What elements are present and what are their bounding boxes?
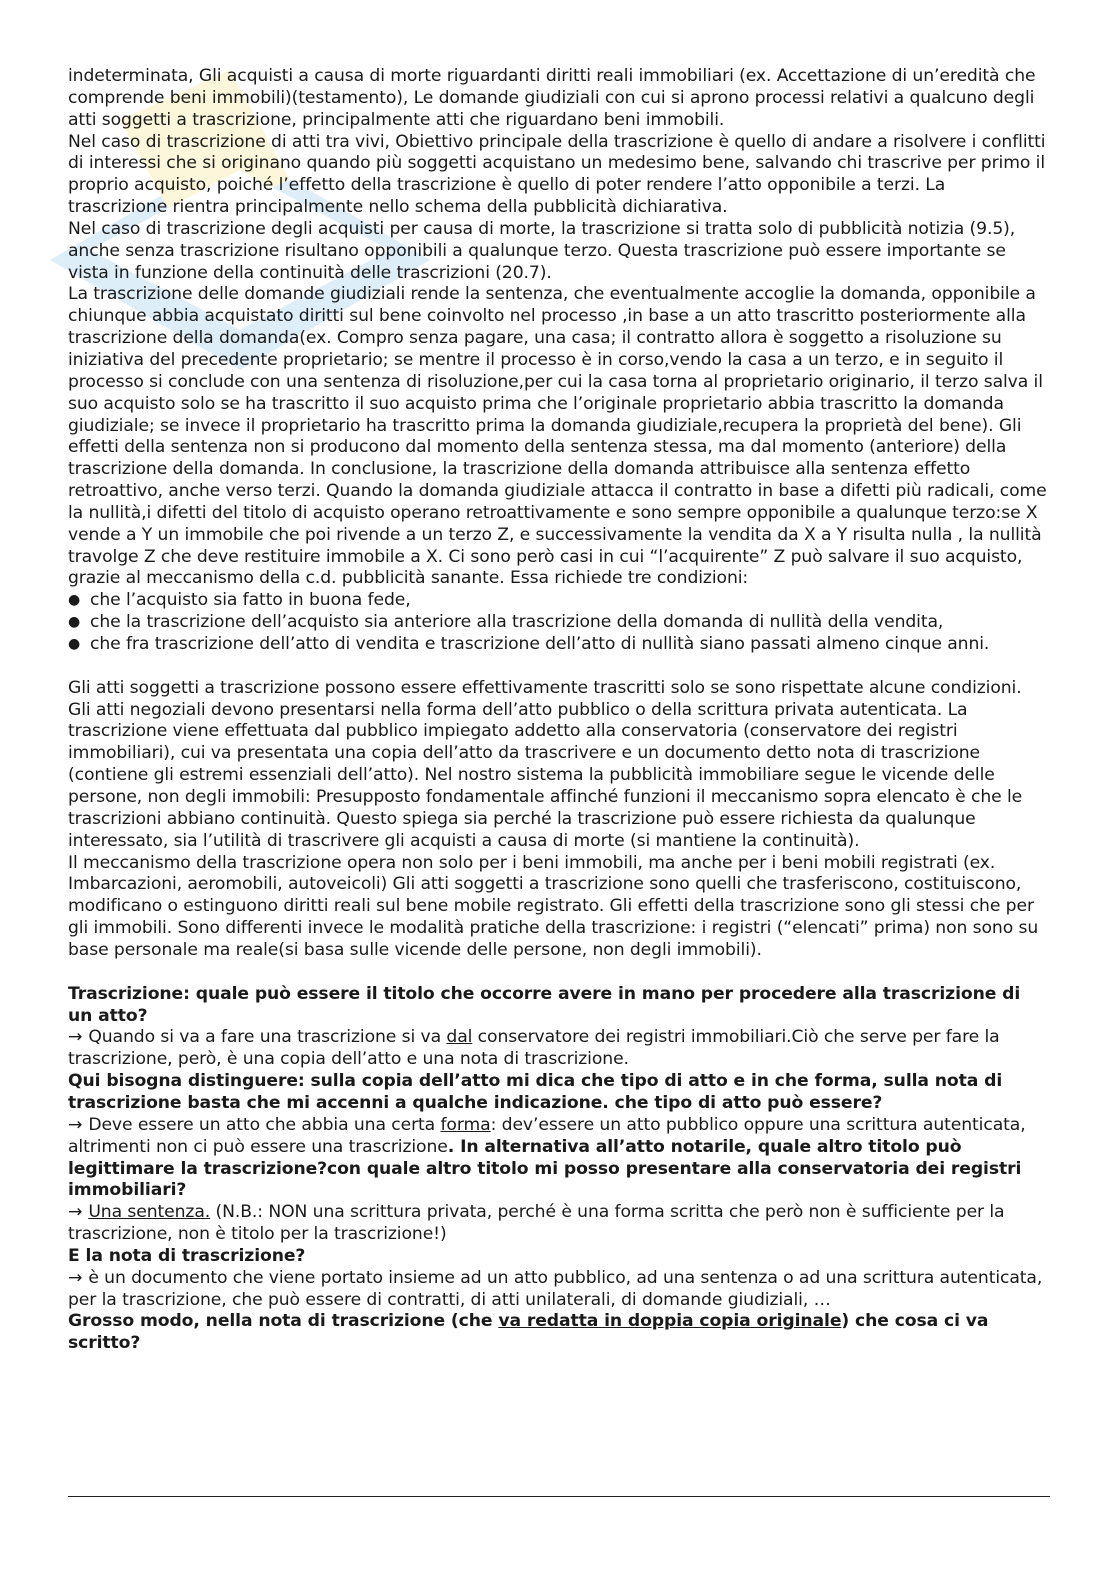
answer-text: Deve essere un atto che abbia una certa: [88, 1114, 441, 1135]
bottom-rule: [68, 1496, 1050, 1497]
question-heading: . In alternativa all’atto notarile, quale altro titolo può legittimare la trascrizione?con quale altro titolo mi posso presentare alla conservatoria dei registri immobiliari?: [68, 1136, 1022, 1201]
list-item: [68, 634, 1048, 656]
question-heading: Qui bisogna distinguere: sulla copia dell’atto mi dica che tipo di atto e in che forma, sulla nota di trascrizione basta che mi accenni a qualche indicazione. che tipo di atto può essere?: [68, 1071, 1003, 1113]
question-heading: E la nota di trascrizione?: [68, 1245, 306, 1266]
list-item: [68, 590, 1048, 612]
answer: [68, 1115, 1048, 1202]
question-heading: [68, 1311, 1048, 1355]
document-body: [68, 66, 1048, 1355]
answer: [68, 1268, 1048, 1312]
answer-text: conservatore dei registri immobiliari.Ciò che serve per fare la trascrizione, però, è una copia dell’atto e una nota di trascrizione.: [68, 1027, 1000, 1070]
underlined-text: va redatta in doppia copia originale: [498, 1311, 842, 1332]
paragraph: Nel caso di trascrizione degli acquisti per causa di morte, la trascrizione si tratta solo di pubblicità notizia (9.5), anche senza trascrizione risultano opponibili a qualunque terzo. Questa trascrizione può essere importante se vista in funzione della continuità delle trascrizioni (20.7).: [68, 218, 1016, 283]
underlined-text: Una sentenza.: [88, 1202, 211, 1223]
paragraph: Gli atti soggetti a trascrizione possono essere effettivamente trascritti solo se sono rispettate alcune condizioni. Gli atti negoziali devono presentarsi nella forma dell’atto pubblico o della scrittura privata autenticata. La trascrizione viene effettuata dal pubblico impiegato addetto alla conservatoria (conservatore dei registri immobiliari), cui va presentata una copia dell’atto da trascrivere e un documento detto nota di trascrizione (contiene gli estremi essenziali dell’atto). Nel nostro sistema la pubblicità immobiliare segue le vicende delle persone, non degli immobili: Presupposto fondamentale affinché funzioni il meccanismo sopra elencato è che le trascrizioni abbiano continuità. Questo spiega sia perché la trascrizione può essere richiesta da qualunque interessato, sia l’utilità di trascrivere gli acquisti a causa di morte (si mantiene la continuità).: [68, 677, 1023, 851]
question-heading: Trascrizione: quale può essere il titolo che occorre avere in mano per procedere alla trascrizione di un atto?: [68, 983, 1021, 1026]
answer-text: è un documento che viene portato insieme ad un atto pubblico, ad una sentenza o ad una scrittura autenticata, per la trascrizione, che può essere di contratti, di atti unilaterali, di domande giudiziali, …: [68, 1267, 1043, 1310]
answer-text: : dev’essere un atto pubblico oppure una scrittura autenticata, altrimenti non ci può essere una trascrizione: [68, 1114, 1026, 1157]
paragraph: Nel caso di trascrizione di atti tra vivi, Obiettivo principale della trascrizione è quello di andare a risolvere i conflitti di interessi che si originano quando più soggetti acquistano un medesimo bene, salvando chi trascrive per primo il proprio acquisto, poiché l’effetto della trascrizione è quello di poter rendere l’atto opponibile a terzi. La trascrizione rientra principalmente nello schema della pubblicità dichiarativa.: [68, 131, 1046, 218]
arrow-icon: →: [68, 1267, 83, 1288]
paragraph: indeterminata, Gli acquisti a causa di morte riguardanti diritti reali immobiliari (ex. Accettazione di un’eredità che comprende beni immobili)(testamento), Le domande giudiziali con cui si aprono processi relativi a qualcuno degli atti soggetti a trascrizione, principalmente atti che riguardano beni immobili.: [68, 66, 1036, 130]
paragraph: La trascrizione delle domande giudiziali rende la sentenza, che eventualmente accoglie la domanda, opponibile a chiunque abbia acquistato diritti sul bene coinvolto nel processo ,in base a un atto trascritto posteriormente alla trascrizione della domanda(ex. Compro senza pagare, una casa; il contratto allora è soggetto a risoluzione su iniziativa del precedente proprietario; se mentre il processo è in corso,vendo la casa a un terzo, e in seguito il processo si conclude con una sentenza di risoluzione,per cui la casa torna al proprietario originario, il terzo salva il suo acquisto solo se ha trascritto il suo acquisto prima che l’originale proprietario abbia trascritto la domanda giudiziale; se invece il proprietario ha trascritto prima la domanda giudiziale,recupera la proprietà del bene). Gli effetti della sentenza non si producono dal momento della sentenza stessa, ma dal momento (anteriore) della trascrizione della domanda. In conclusione, la trascrizione della domanda attribuisce alla sentenza effetto retroattivo, anche verso terzi. Quando la domanda giudiziale attacca il contratto in base a difetti più radicali, come la nullità,i difetti del titolo di acquisto operano retroattivamente e sono sempre opponibile a qualunque terzo:se X vende a Y un immobile che poi rivende a un terzo Z, e successivamente la vendita da X a Y risulta nulla , la nullità travolge Z che deve restituire immobile a X. Ci sono però casi in cui “l’acquirente” Z può salvare il suo acquisto, grazie al meccanismo della c.d. pubblicità sanante. Essa richiede tre condizioni:: [68, 284, 1047, 589]
arrow-icon: →: [68, 1202, 83, 1223]
underlined-text: forma: [440, 1114, 491, 1135]
question-text: ) che cosa ci va scritto?: [68, 1311, 989, 1354]
underlined-text: dal: [446, 1027, 473, 1048]
list-item-text: che la trascrizione dell’acquisto sia anteriore alla trascrizione della domanda di nullità della vendita,: [90, 612, 944, 633]
bullet-icon: ●: [68, 635, 81, 652]
arrow-icon: →: [68, 1114, 83, 1135]
answer: [68, 1202, 1048, 1246]
answer-text: Quando si va a fare una trascrizione si va: [88, 1027, 447, 1048]
bullet-icon: ●: [68, 592, 81, 609]
question-text: Grosso modo, nella nota di trascrizione (che: [68, 1311, 499, 1332]
list-item: [68, 612, 1048, 634]
paragraph: Il meccanismo della trascrizione opera non solo per i beni immobili, ma anche per i beni mobili registrati (ex. Imbarcazioni, aeromobili, autoveicoli) Gli atti soggetti a trascrizione sono quelli che trasferiscono, costituiscono, modificano o estinguono diritti reali sul bene mobile registrato. Gli effetti della trascrizione sono gli stessi che per gli immobili. Sono differenti invece le modalità pratiche della trascrizione: i registri (“elencati” prima) non sono su base personale ma reale(si basa sulle vicende delle persone, non degli immobili).: [68, 852, 1039, 960]
list-item-text: che fra trascrizione dell’atto di vendita e trascrizione dell’atto di nullità siano passati almeno cinque anni.: [90, 633, 990, 654]
bullet-icon: ●: [68, 614, 81, 631]
answer: [68, 1027, 1048, 1071]
answer-text: (N.B.: NON una scrittura privata, perché è una forma scritta che però non è sufficiente per la trascrizione, non è titolo per la trascrizione!): [68, 1202, 1005, 1245]
arrow-icon: →: [68, 1027, 83, 1048]
list-item-text: che l’acquisto sia fatto in buona fede,: [90, 590, 411, 611]
